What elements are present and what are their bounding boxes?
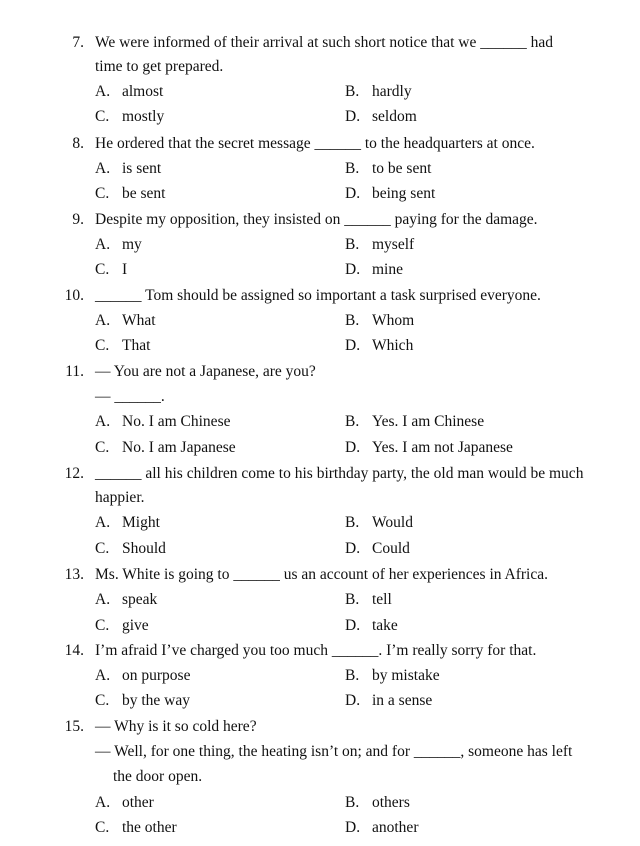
- answer-option[interactable]: [345, 513, 413, 533]
- option-text: on purpose: [122, 667, 191, 684]
- question-stem-line: We were informed of their arrival at such short notice that we ______ had: [95, 34, 553, 51]
- option-letter: C.: [95, 261, 110, 278]
- option-text: give: [122, 617, 149, 634]
- option-text: What: [122, 312, 156, 329]
- option-letter: C.: [95, 819, 110, 836]
- answer-option[interactable]: [345, 260, 403, 280]
- answer-option[interactable]: [345, 616, 398, 636]
- question-stem-line: ______ Tom should be assigned so important a task surprised everyone.: [95, 287, 541, 304]
- question-stem-line: Despite my opposition, they insisted on ______ paying for the damage.: [95, 211, 538, 228]
- question-stem-line: time to get prepared.: [95, 58, 224, 75]
- option-letter: A.: [95, 413, 111, 430]
- option-letter: B.: [345, 667, 360, 684]
- option-letter: A.: [95, 312, 111, 329]
- option-letter: A.: [95, 236, 111, 253]
- answer-option[interactable]: [345, 666, 440, 686]
- option-text: No. I am Japanese: [122, 439, 236, 456]
- question-stem-line: — Why is it so cold here?: [95, 718, 257, 735]
- answer-option[interactable]: [95, 513, 160, 533]
- answer-option[interactable]: [345, 82, 412, 102]
- answer-option[interactable]: [95, 235, 142, 255]
- option-text: take: [372, 617, 398, 634]
- question-stem-line: ______ all his children come to his birthday party, the old man would be much: [95, 465, 584, 482]
- answer-option[interactable]: [345, 691, 432, 711]
- option-letter: D.: [345, 439, 361, 456]
- option-letter: A.: [95, 794, 111, 811]
- answer-option[interactable]: [95, 539, 166, 559]
- option-letter: A.: [95, 667, 111, 684]
- option-text: my: [122, 236, 142, 253]
- option-text: to be sent: [372, 160, 432, 177]
- option-letter: A.: [95, 160, 111, 177]
- option-text: Might: [122, 514, 160, 531]
- answer-option[interactable]: [345, 539, 410, 559]
- option-letter: C.: [95, 439, 110, 456]
- question-stem-line: He ordered that the secret message ______ to the headquarters at once.: [95, 135, 535, 152]
- option-text: Should: [122, 540, 166, 557]
- answer-option[interactable]: [345, 107, 417, 127]
- answer-option[interactable]: [95, 793, 154, 813]
- answer-option[interactable]: [95, 412, 230, 432]
- option-text: Yes. I am not Japanese: [372, 439, 513, 456]
- option-letter: C.: [95, 108, 110, 125]
- option-text: hardly: [372, 83, 412, 100]
- answer-option[interactable]: [95, 159, 161, 179]
- option-letter: B.: [345, 591, 360, 608]
- answer-option[interactable]: [345, 336, 413, 356]
- answer-option[interactable]: [345, 412, 484, 432]
- answer-option[interactable]: [95, 82, 163, 102]
- option-text: Which: [372, 337, 414, 354]
- answer-option[interactable]: [95, 616, 149, 636]
- option-text: almost: [122, 83, 164, 100]
- answer-option[interactable]: [95, 666, 190, 686]
- option-text: mine: [372, 261, 403, 278]
- option-text: by mistake: [372, 667, 440, 684]
- question-stem-line: — You are not a Japanese, are you?: [95, 363, 316, 380]
- option-text: myself: [372, 236, 415, 253]
- option-text: be sent: [122, 185, 166, 202]
- option-letter: B.: [345, 236, 360, 253]
- answer-option[interactable]: [345, 438, 513, 458]
- option-letter: D.: [345, 540, 361, 557]
- question-number: 13.: [64, 566, 84, 583]
- answer-option[interactable]: [95, 691, 190, 711]
- option-text: is sent: [122, 160, 162, 177]
- option-text: Whom: [372, 312, 415, 329]
- question-number: 9.: [72, 211, 84, 228]
- answer-option[interactable]: [95, 438, 236, 458]
- option-letter: B.: [345, 312, 360, 329]
- option-letter: C.: [95, 617, 110, 634]
- question-stem-line: happier.: [95, 489, 145, 506]
- question-number: 15.: [64, 718, 84, 735]
- answer-option[interactable]: [345, 818, 418, 838]
- option-text: by the way: [122, 692, 191, 709]
- answer-option[interactable]: [95, 818, 177, 838]
- option-letter: B.: [345, 160, 360, 177]
- option-text: tell: [372, 591, 392, 608]
- question-stem-line: Ms. White is going to ______ us an account of her experiences in Africa.: [95, 566, 548, 583]
- option-letter: A.: [95, 83, 111, 100]
- answer-option[interactable]: [345, 590, 392, 610]
- option-letter: C.: [95, 540, 110, 557]
- question-number: 7.: [72, 34, 84, 51]
- option-letter: A.: [95, 591, 111, 608]
- answer-option[interactable]: [345, 235, 414, 255]
- option-letter: B.: [345, 83, 360, 100]
- option-text: others: [372, 794, 410, 811]
- option-text: Yes. I am Chinese: [372, 413, 485, 430]
- question-number: 12.: [64, 465, 84, 482]
- option-text: mostly: [122, 108, 165, 125]
- answer-option[interactable]: [95, 107, 164, 127]
- answer-option[interactable]: [95, 260, 127, 280]
- option-text: speak: [122, 591, 158, 608]
- answer-option[interactable]: [345, 793, 410, 813]
- option-letter: B.: [345, 413, 360, 430]
- option-text: Could: [372, 540, 410, 557]
- option-letter: A.: [95, 514, 111, 531]
- answer-option[interactable]: [95, 311, 156, 331]
- option-letter: D.: [345, 337, 361, 354]
- option-letter: C.: [95, 337, 110, 354]
- option-letter: D.: [345, 617, 361, 634]
- question-stem-line: — Well, for one thing, the heating isn’t on; and for ______, someone has left: [95, 743, 573, 760]
- question-number: 11.: [65, 363, 84, 380]
- option-letter: D.: [345, 261, 361, 278]
- answer-option[interactable]: [345, 184, 435, 204]
- option-text: No. I am Chinese: [122, 413, 231, 430]
- answer-option[interactable]: [95, 184, 165, 204]
- question-number: 14.: [64, 642, 84, 659]
- question-stem-line: I’m afraid I’ve charged you too much ______. I’m really sorry for that.: [95, 642, 537, 659]
- option-letter: C.: [95, 692, 110, 709]
- question-stem-line: the door open.: [113, 768, 203, 785]
- option-letter: D.: [345, 108, 361, 125]
- question-number: 10.: [64, 287, 84, 304]
- option-letter: D.: [345, 819, 361, 836]
- answer-option[interactable]: [345, 311, 414, 331]
- option-letter: D.: [345, 185, 361, 202]
- option-text: That: [122, 337, 151, 354]
- option-text: another: [372, 819, 419, 836]
- option-text: in a sense: [372, 692, 433, 709]
- option-letter: C.: [95, 185, 110, 202]
- option-text: Would: [372, 514, 413, 531]
- option-text: the other: [122, 819, 177, 836]
- option-text: I: [122, 261, 128, 278]
- answer-option[interactable]: [95, 590, 157, 610]
- option-text: other: [122, 794, 154, 811]
- answer-option[interactable]: [345, 159, 431, 179]
- option-letter: B.: [345, 514, 360, 531]
- option-text: seldom: [372, 108, 417, 125]
- option-text: being sent: [372, 185, 436, 202]
- question-number: 8.: [72, 135, 84, 152]
- question-stem-line: — ______.: [95, 388, 165, 405]
- option-letter: B.: [345, 794, 360, 811]
- option-letter: D.: [345, 692, 361, 709]
- answer-option[interactable]: [95, 336, 150, 356]
